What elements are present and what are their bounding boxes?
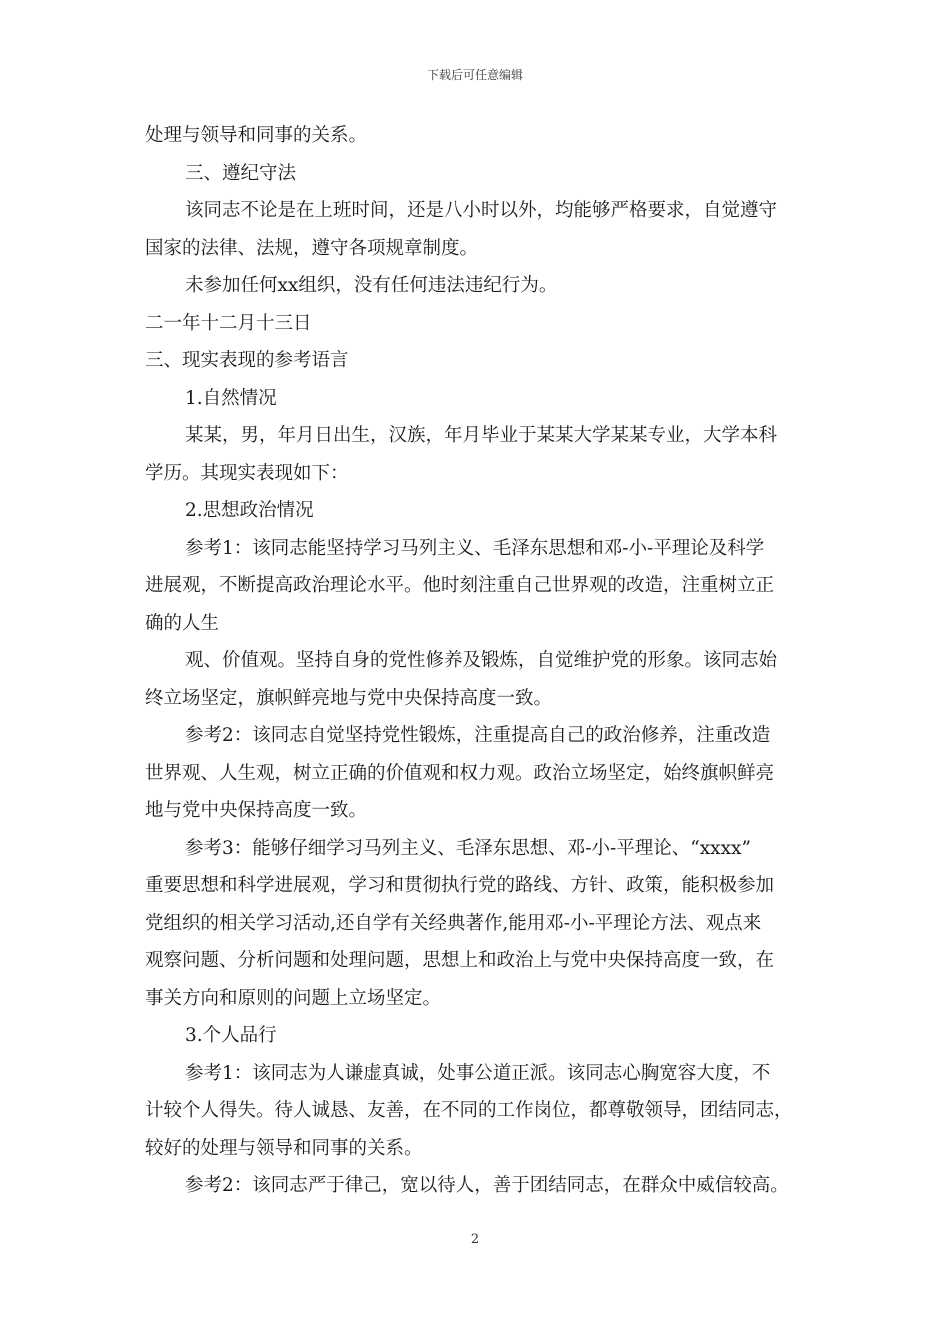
text-line: 观、价值观。坚持自身的党性修养及锻炼，自觉维护党的形象。该同志始: [185, 650, 778, 671]
text-line: 确的人生: [145, 612, 220, 634]
text-line: 参考3：能够仔细学习马列主义、毛泽东思想、邓-小-平理论、“xxxx”: [185, 837, 751, 859]
text-line: 党组织的相关学习活动,还自学有关经典著作,能用邓-小-平理论方法、观点来: [145, 912, 762, 934]
text-line: 观察问题、分析问题和处理问题，思想上和政治上与党中央保持高度一致，在: [145, 950, 775, 971]
text-line: 未参加任何xx组织，没有任何违法违纪行为。: [185, 275, 558, 296]
text-line: 重要思想和科学进展观，学习和贯彻执行党的路线、方针、政策，能积极参加: [145, 875, 775, 896]
text-line: 进展观，不断提高政治理论水平。他时刻注重自己世界观的改造，注重树立正: [145, 575, 775, 596]
text-line: 参考2：该同志自觉坚持党性锻炼，注重提高自己的政治修养，注重改造: [185, 725, 771, 746]
text-line: 参考1：该同志为人谦虚真诚，处事公道正派。该同志心胸宽容大度，不: [185, 1062, 771, 1084]
text-line: 较好的处理与领导和同事的关系。: [145, 1137, 423, 1159]
text-line: 国家的法律、法规，遵守各项规章制度。: [145, 237, 479, 259]
text-line: 计较个人得失。待人诚恳、友善，在不同的工作岗位，都尊敬领导，团结同志，: [145, 1100, 793, 1121]
text-line: 学历。其现实表现如下：: [145, 462, 349, 484]
date-line: 二一年十二月十三日: [145, 312, 312, 334]
text-line: 事关方向和原则的问题上立场坚定。: [145, 987, 442, 1009]
page-number: 2: [470, 1232, 480, 1247]
subsection-heading: 3.个人品行: [185, 1025, 277, 1046]
section-heading: 三、现实表现的参考语言: [145, 350, 349, 371]
text-line: 处理与领导和同事的关系。: [145, 125, 368, 146]
text-line: 参考1：该同志能坚持学习马列主义、毛泽东思想和邓-小-平理论及科学: [185, 537, 765, 559]
subsection-heading: 2.思想政治情况: [185, 500, 314, 521]
text-line: 地与党中央保持高度一致。: [145, 800, 368, 821]
text-line: 参考2：该同志严于律己，宽以待人，善于团结同志，在群众中威信较高。: [185, 1175, 789, 1196]
text-line: 终立场坚定，旗帜鲜亮地与党中央保持高度一致。: [145, 687, 553, 709]
section-heading: 三、遵纪守法: [185, 162, 297, 184]
page-header: 下载后可任意编辑: [426, 68, 523, 82]
text-line: 某某，男，年月日出生，汉族，年月毕业于某某大学某某专业，大学本科: [185, 425, 778, 446]
text-line: 该同志不论是在上班时间，还是八小时以外，均能够严格要求，自觉遵守: [185, 200, 778, 221]
text-line: 世界观、人生观，树立正确的价值观和权力观。政治立场坚定，始终旗帜鲜亮: [145, 762, 775, 784]
subsection-heading: 1.自然情况: [185, 387, 277, 409]
document-body: [145, 117, 815, 1205]
